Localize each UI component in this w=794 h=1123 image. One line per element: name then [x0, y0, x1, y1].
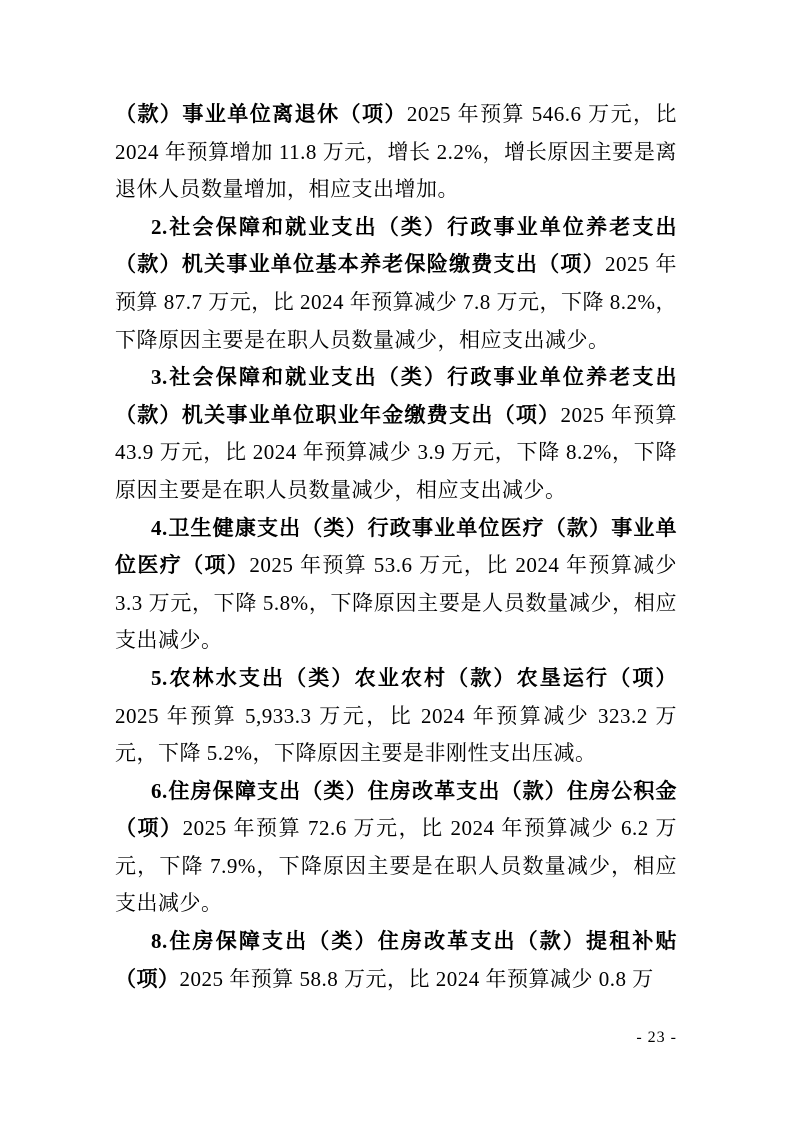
paragraph — [115, 209, 677, 359]
paragraph-text: 2025 年预算 87.7 万元，比 2024 年预算减少 7.8 万元，下降 8.2%，下降原因主要是在职人员数量减少，相应支出减少。 — [115, 252, 678, 352]
paragraph-heading: （款）事业单位离退休（项） — [115, 102, 407, 126]
paragraph — [115, 773, 677, 923]
paragraph — [115, 96, 677, 209]
paragraph — [115, 923, 677, 998]
paragraph-heading: 2.社会保障和就业支出（类）行政事业单位养老支出（款）机关事业单位基本养老保险缴费支出（项） — [115, 214, 677, 277]
paragraph — [115, 660, 677, 773]
paragraph-text: 2025 年预算 72.6 万元，比 2024 年预算减少 6.2 万元，下降 7.9%，下降原因主要是在职人员数量减少，相应支出减少。 — [115, 816, 678, 916]
paragraph-text: 2025 年预算 5,933.3 万元，比 2024 年预算减少 323.2 万元，下降 5.2%，下降原因主要是非刚性支出压减。 — [115, 703, 677, 766]
paragraph-heading: 5.农林水支出（类）农业农村（款）农垦运行（项） — [151, 665, 677, 690]
document-body — [115, 96, 677, 998]
paragraph-text: 2025 年预算 53.6 万元，比 2024 年预算减少 3.3 万元，下降 5.8%，下降原因主要是人员数量减少，相应支出减少。 — [115, 553, 678, 653]
paragraph-text: 2025 年预算 546.6 万元，比 2024 年预算增加 11.8 万元，增长 2.2%，增长原因主要是离退休人员数量增加，相应支出增加。 — [115, 102, 678, 202]
paragraph — [115, 510, 677, 660]
page-number: - 23 - — [636, 1029, 677, 1046]
paragraph — [115, 359, 677, 509]
paragraph-heading: 3.社会保障和就业支出（类）行政事业单位养老支出（款）机关事业单位职业年金缴费支出（项） — [115, 365, 677, 427]
paragraph-text: 2025 年预算 43.9 万元，比 2024 年预算减少 3.9 万元，下降 8.2%，下降原因主要是在职人员数量减少，相应支出减少。 — [115, 402, 678, 502]
paragraph-text: 2025 年预算 58.8 万元，比 2024 年预算减少 0.8 万 — [179, 966, 654, 991]
paragraph-heading: 8.住房保障支出（类）住房改革支出（款）提租补贴（项） — [115, 929, 677, 991]
paragraph-heading: 6.住房保障支出（类）住房改革支出（款）住房公积金（项） — [115, 778, 677, 841]
paragraph-heading: 4.卫生健康支出（类）行政事业单位医疗（款）事业单位医疗（项） — [115, 515, 677, 578]
